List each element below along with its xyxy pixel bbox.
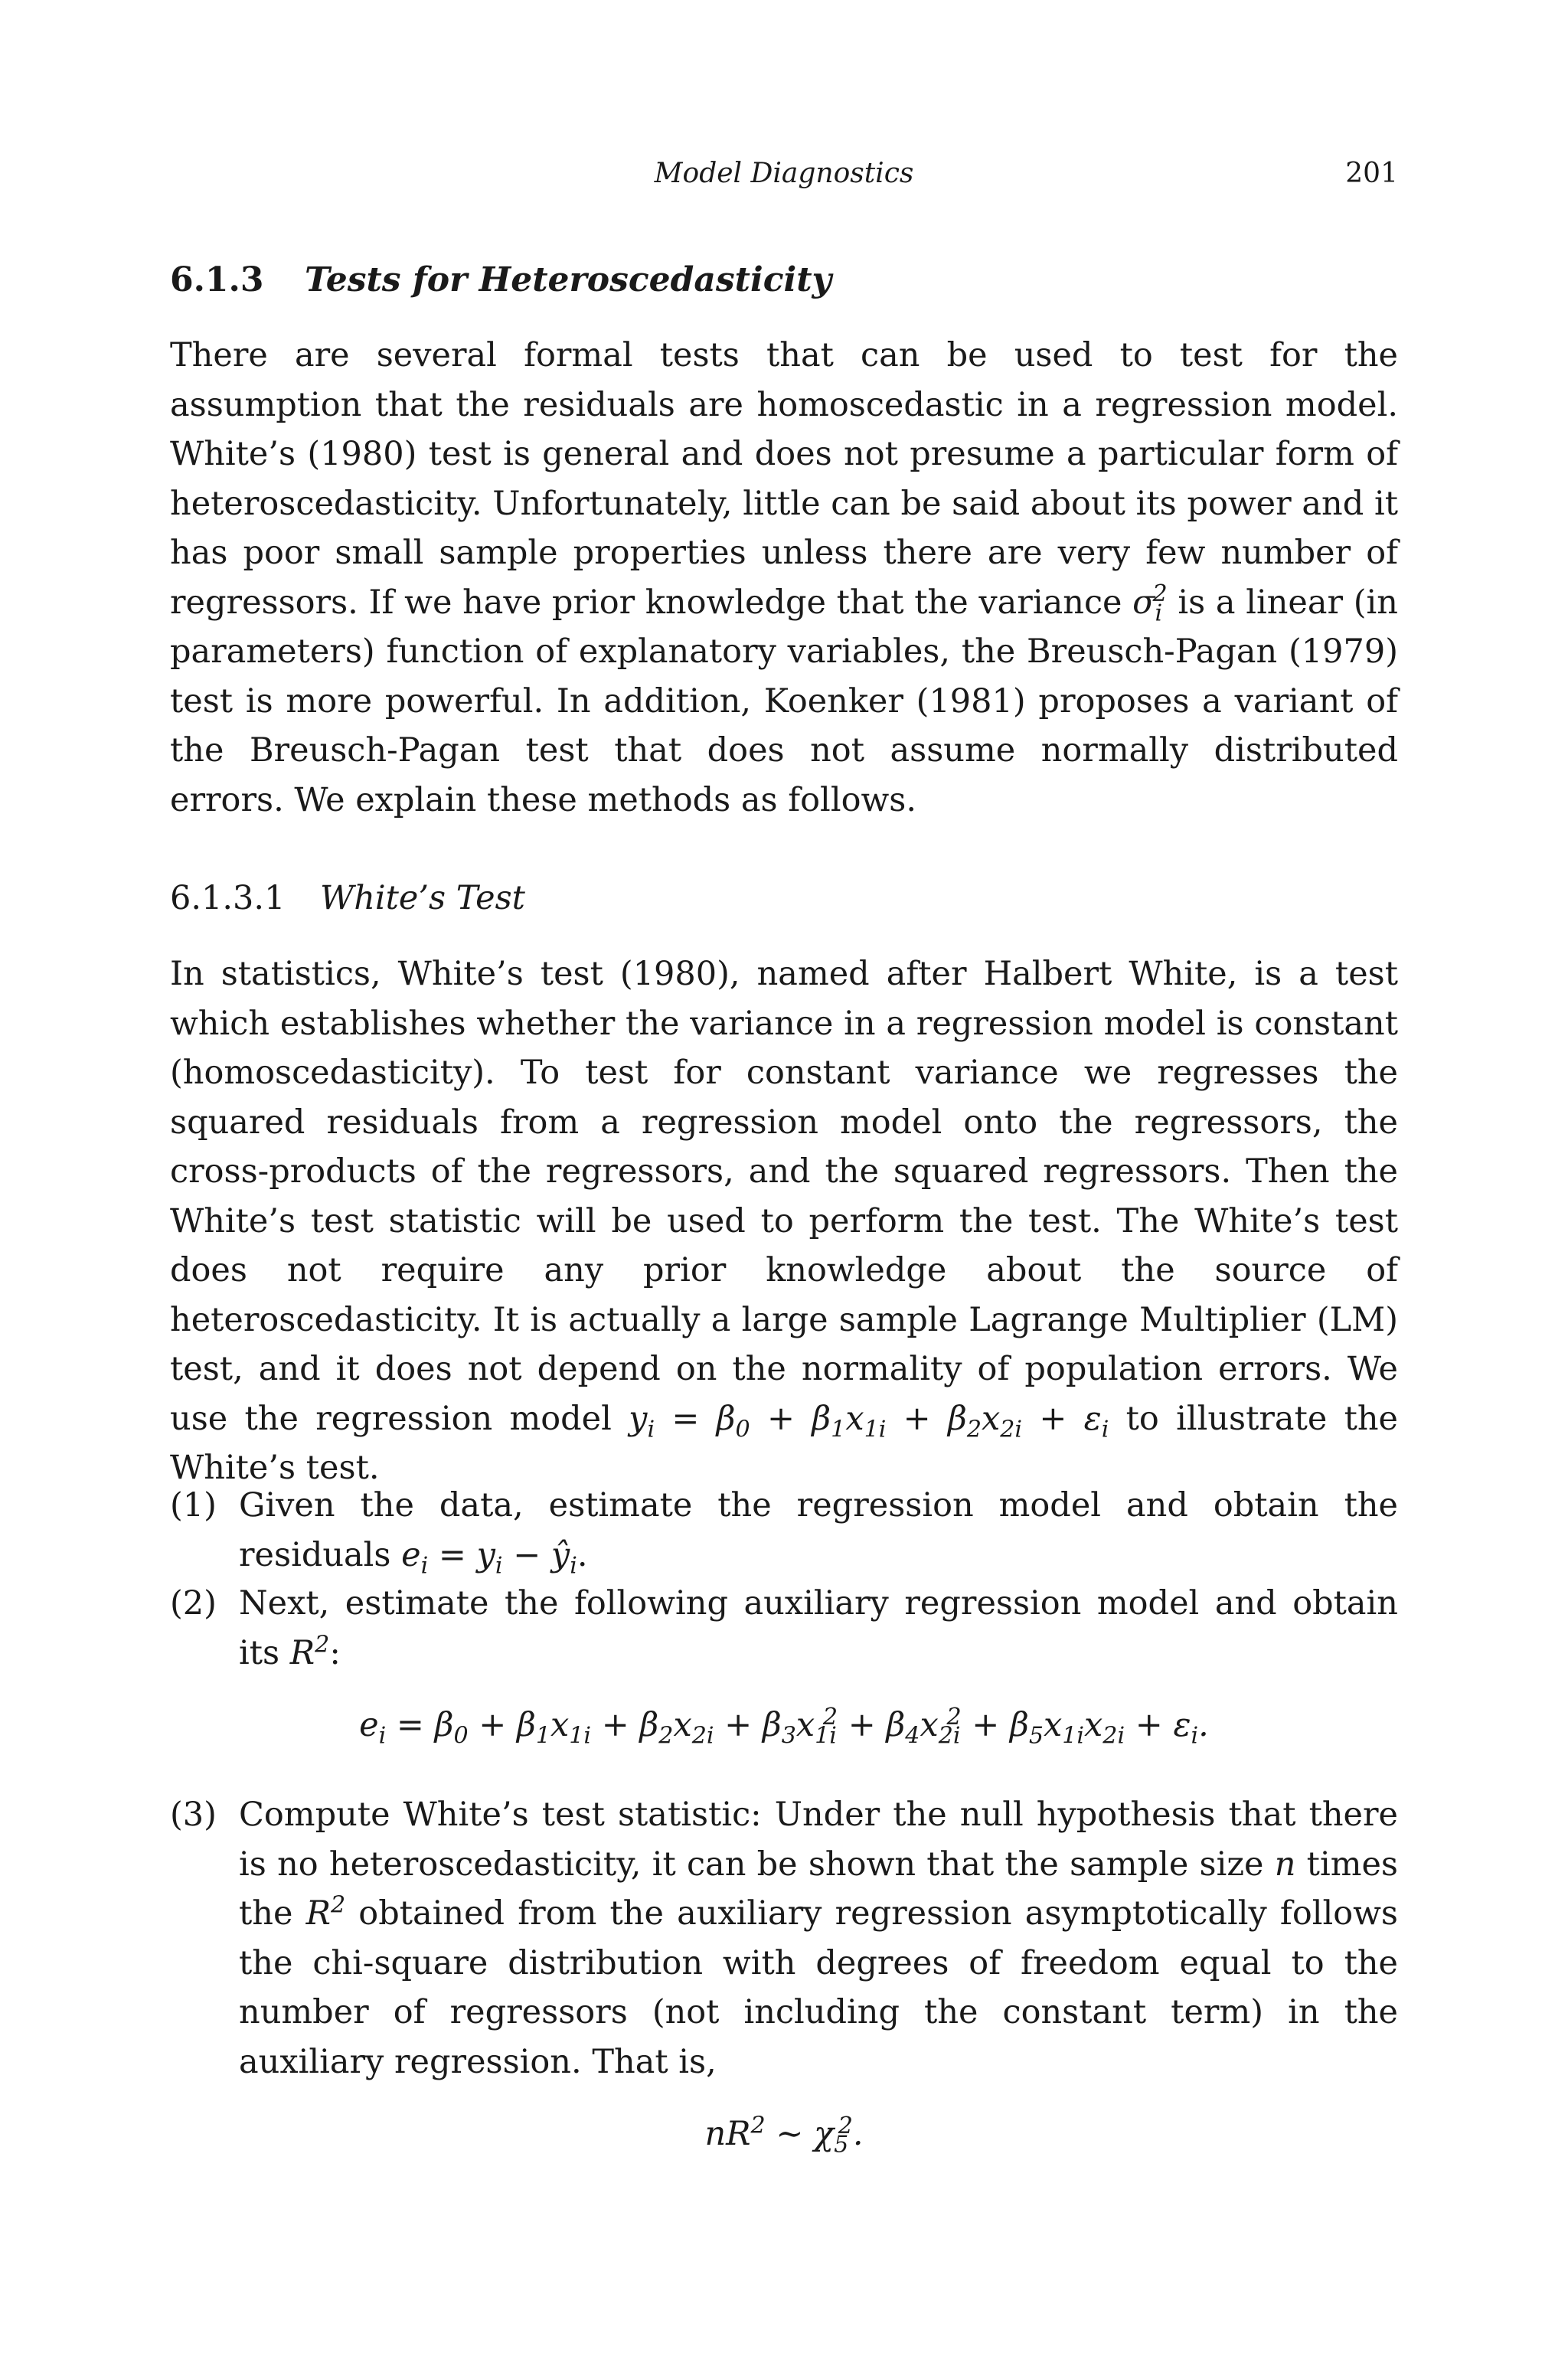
section-heading: [170, 260, 831, 299]
step-3-text-1: Compute White’s test statistic: Under the null hypothesis that there is no heteroscedasticity, it can be shown that the sample size: [239, 1796, 1398, 1884]
step-3-text-3: obtained from the auxiliary regression asymptotically follows the chi-square distribution with degrees of freedom equal to the number of regressors (not including the constant term) in the auxiliary regression. That is,: [239, 1894, 1398, 2081]
paragraph-whites-text-1: In statistics, White’s test (1980), named after Halbert White, is a test which establishes whether the variance in a regression model is constant (homoscedasticity). To test for constant variance we regresses the squared residuals from a regression model onto the regressors, the cross-products of the regressors, and the squared regressors. Then the White’s test statistic will be used to perform the test. The White’s test does not require any prior knowledge about the source of heteroscedasticity. It is actually a large sample Lagrange Multiplier (LM) test, and it does not depend on the normality of population errors. We use the regression model: [170, 955, 1398, 1438]
subsection-title: White’s Test: [320, 879, 525, 917]
math-r-squared-2: $R^2$: [305, 1891, 346, 1933]
equation-chi-square: $nR^2$ ∼ $\chi_5^2$.: [704, 2112, 864, 2158]
step-2-text: Next, estimate the following auxiliary regression model and obtain its: [239, 1584, 1398, 1672]
math-variance: $\sigma_i^2$: [1132, 580, 1168, 627]
math-r-squared: $R^2$: [289, 1631, 330, 1672]
paragraph-whites-test: [170, 949, 1398, 1493]
section-title: Tests for Heteroscedasticity: [305, 260, 832, 299]
step-3: [170, 1790, 1398, 2087]
step-2-label: (2): [170, 1584, 217, 1623]
paragraph-intro: [170, 331, 1398, 825]
step-1-label: (1): [170, 1486, 217, 1525]
step-2: (2) Next, estimate the following auxiliary regression model and obtain its $R^2$:: [170, 1579, 1398, 1678]
math-regression-model: $y_i = \beta_0 + \beta_1x_{1i} + \beta_2x_{2i} + \varepsilon_i$: [629, 1399, 1109, 1443]
subsection-number: 6.1.3.1: [170, 879, 286, 917]
page-number: 201: [1345, 158, 1398, 189]
step-3-text-2: times the: [239, 1845, 1398, 1933]
subsection-heading: [170, 879, 525, 917]
paragraph-whites-text-2: to illustrate the White’s test.: [170, 1399, 1398, 1487]
math-residual: $e_i = y_i$ − $ŷ_i$: [401, 1535, 577, 1580]
step-1-text: Given the data, estimate the regression model and obtain the residuals: [239, 1486, 1398, 1574]
paragraph-intro-text-1: There are several formal tests that can be used to test for the assumption that the residuals are homoscedastic in a regression model. White’s (1980) test is general and does not presume a particular form of heteroscedasticity. Unfortunately, little can be said about its power and it has poor small sample properties unless there are very few number of regressors. If we have prior knowledge that the variance: [170, 336, 1398, 622]
math-n: n: [1274, 1845, 1296, 1884]
section-number: 6.1.3: [170, 260, 264, 299]
paragraph-intro-text-2: is a linear (in parameters) function of explanatory variables, the Breusch-Pagan (1979) test is more powerful. In addition, Koenker (1981) proposes a variant of the Breusch-Pagan test that does not assume normally distributed errors. We explain these methods as follows.: [170, 583, 1398, 819]
running-title: Model Diagnostics: [654, 158, 914, 189]
step-1: (1) Given the data, estimate the regression model and obtain the residuals $e_i = y_i$ − $ŷ_i$.: [170, 1481, 1398, 1580]
step-3-label: (3): [170, 1796, 217, 1834]
equation-auxiliary-regression: $e_i = \beta_0 + \beta_1x_{1i} + \beta_2x_{2i} + \beta_3x_{1i}^2 + \beta_4x_{2i}^2 + \beta_5x_{1i}x_{2i} + \varepsilon_i$.: [359, 1703, 1209, 1750]
running-head: [170, 158, 1398, 194]
